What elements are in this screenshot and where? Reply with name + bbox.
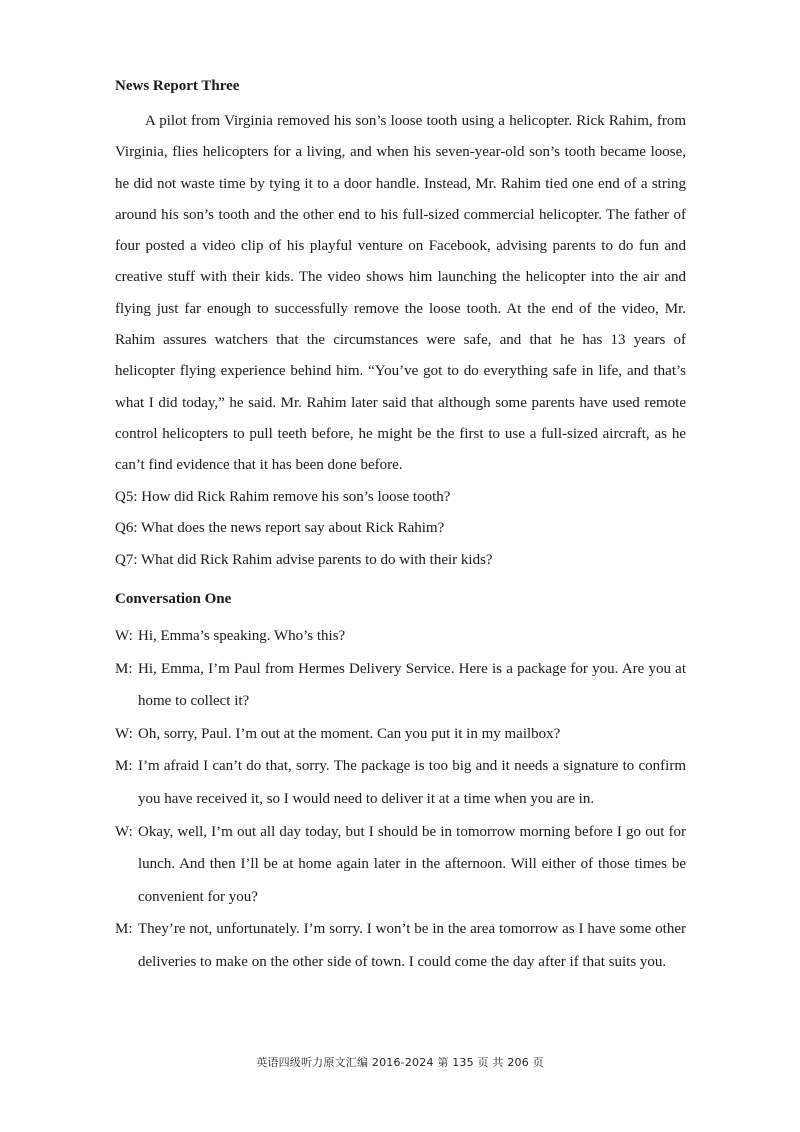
document-page [115, 76, 686, 979]
utterance-text: Okay, well, I’m out all day today, but I should be in tomorrow morning before I go out for lunch. And then I’ll be at home again later in the afternoon. Will either of those times be convenient for you? [138, 823, 686, 905]
speaker-label: W: [115, 725, 133, 742]
utterance-text: I’m afraid I can’t do that, sorry. The package is too big and it needs a signature to confirm you have received it, so I would need to deliver it at a time when you are in. [138, 758, 686, 808]
question-q5: Q5: How did Rick Rahim remove his son’s loose tooth? [115, 488, 451, 505]
speaker-label: M: [115, 660, 133, 677]
conversation-title: Conversation One [115, 591, 232, 608]
dialogue-turn [115, 913, 686, 978]
dialogue-turn [115, 718, 686, 751]
utterance-text: They’re not, unfortunately. I’m sorry. I won’t be in the area tomorrow as I have some other deliveries to make on the other side of town. I could come the day after if that suits you. [138, 921, 686, 970]
question-q7: Q7: What did Rick Rahim advise parents to do with their kids? [115, 551, 493, 568]
speaker-label: W: [115, 823, 133, 840]
news-report-paragraph: A pilot from Virginia removed his son’s loose tooth using a helicopter. Rick Rahim, from Virginia, flies helicopters for a living, and when his seven-year-old son’s tooth became loose, he did not waste time by tying it to a door handle. Instead, Mr. Rahim tied one end of a string around his son’s tooth and the other end to his full-sized commercial helicopter. The father of four posted a video clip of his playful venture on Facebook, advising parents to do fun and creative stuff with their kids. The video shows him launching the helicopter into the air and flying just far enough to successfully remove the loose tooth. At the end of the video, Mr. Rahim assures watchers that the circumstances were safe, and that he has 13 years of helicopter flying experience behind him. “You’ve got to do everything safe in life, and that’s what I did today,” he said. Mr. Rahim later said that although some parents have used remote control helicopters to pull teeth before, he might be the first to use a full-sized aircraft, as he can’t find evidence that it has been done before. [115, 113, 686, 474]
utterance-text: Hi, Emma, I’m Paul from Hermes Delivery Service. Here is a package for you. Are you at home to collect it? [138, 660, 686, 710]
dialogue-turn [115, 653, 686, 718]
dialogue-turn [115, 750, 686, 815]
page-footer: 英语四级听力原文汇编 2016-2024 第 135 页 共 206 页 [256, 1056, 544, 1069]
speaker-label: M: [115, 921, 133, 938]
news-report-title: News Report Three [115, 78, 240, 94]
dialogue-turn [115, 620, 686, 653]
speaker-label: W: [115, 628, 133, 645]
speaker-label: M: [115, 758, 133, 775]
question-q6: Q6: What does the news report say about Rick Rahim? [115, 520, 445, 537]
utterance-text: Oh, sorry, Paul. I’m out at the moment. Can you put it in my mailbox? [138, 725, 561, 742]
dialogue-turn [115, 816, 686, 914]
utterance-text: Hi, Emma’s speaking. Who’s this? [138, 628, 346, 645]
